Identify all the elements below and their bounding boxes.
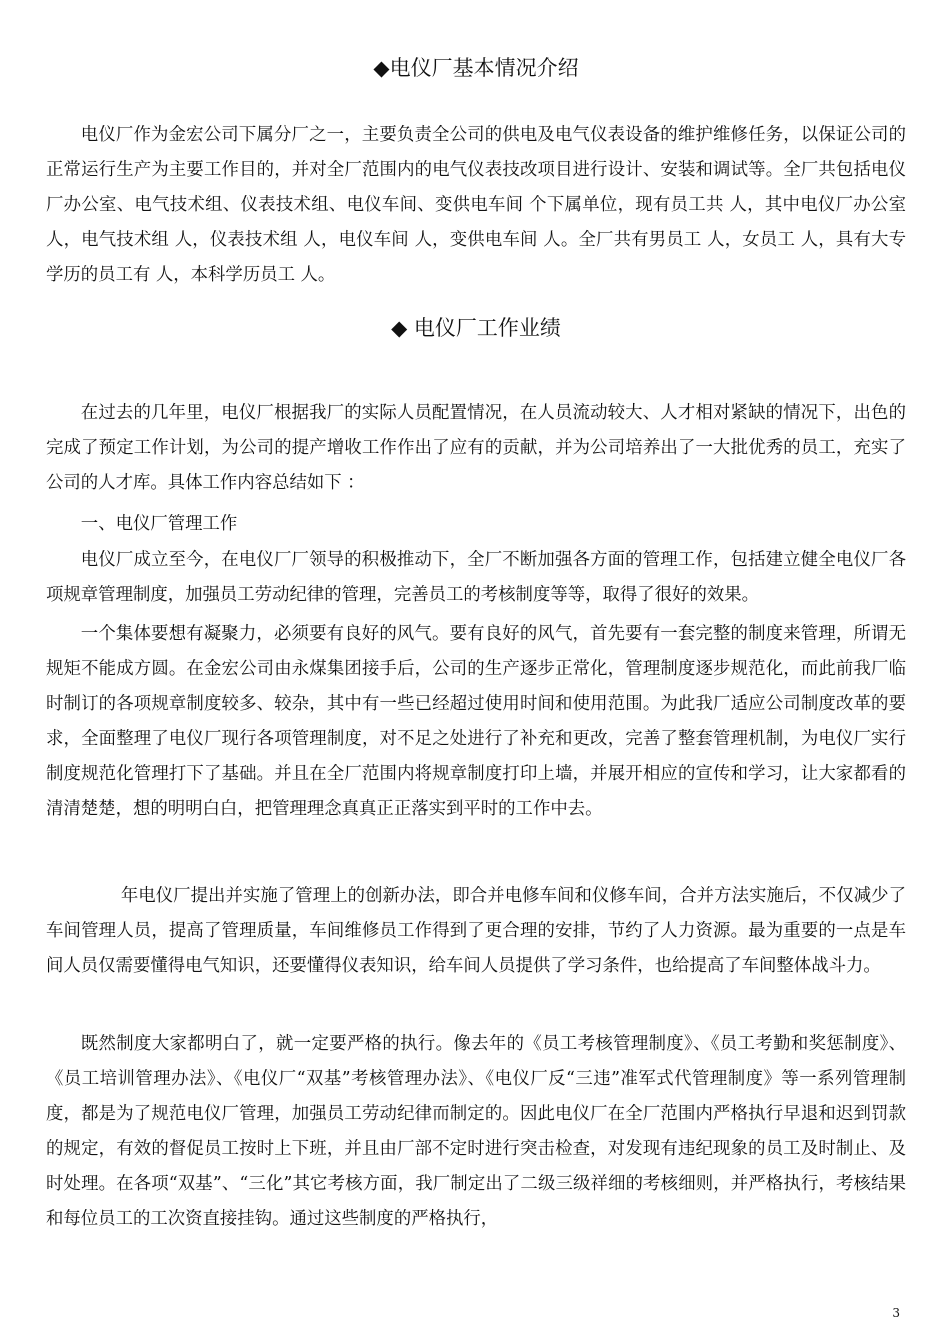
section-two-heading: ◆ 电仪厂工作业绩 [391,316,561,340]
document-page [46,0,906,1344]
management-paragraph: 电仪厂成立至今，在电仪厂厂领导的积极推动下，全厂不断加强各方面的管理工作，包括建立健全电仪厂各项规章管理制度，加强员工劳动纪律的管理，完善员工的考核制度等等，取得了很好的效果。 [46,550,906,605]
past-years-paragraph: 在过去的几年里，电仪厂根据我厂的实际人员配置情况，在人员流动较大、人才相对紧缺的情况下，出色的完成了预定工作计划，为公司的提产增收工作作出了应有的贡献，并为公司培养出了一大批优秀的员工，充实了公司的人才库。具体工作内容总结如下 ： [46,403,906,493]
strict-execution-paragraph: 既然制度大家都明白了，就一定要严格的执行。像去年的《员工考核管理制度》、《员工考勤和奖惩制度》、《员工培训管理办法》、《电仪厂“双基”考核管理办法》、《电仪厂反“三违”准军式代管理制度》等一系列管理制度，都是为了规范电仪厂管理，加强员工劳动纪律而制定的。因此电仪厂在全厂范围内严格执行早退和迟到罚款的规定，有效的督促员工按时上下班，并且由厂部不定时进行突击检查，对发现有违纪现象的员工及时制止、及时处理。在各项“双基”、“三化”其它考核方面，我厂制定出了二级三级祥细的考核细则，并严格执行，考核结果和每位员工的工次资直接挂钩。通过这些制度的严格执行， [46,1034,906,1229]
section-one-heading: ◆电仪厂基本情况介绍 [373,56,579,80]
page-number: 3 [892,1306,900,1320]
subsection-one-heading: 一、电仪厂管理工作 [80,514,238,534]
collective-paragraph: 一个集体要想有凝聚力，必须要有良好的风气。要有良好的风气，首先要有一套完整的制度来管理，所谓无规矩不能成方圆。在金宏公司由永煤集团接手后，公司的生产逐步正常化，管理制度逐步规范化，而此前我厂临时制订的各项规章制度较多、较杂，其中有一些已经超过使用时间和使用范围。为此我厂适应公司制度改革的要求，全面整理了电仪厂现行各项管理制度，对不足之处进行了补充和更改，完善了整套管理机制，为电仪厂实行制度规范化管理打下了基础。并且在全厂范围内将规章制度打印上墙，并展开相应的宣传和学习，让大家都看的清清楚楚，想的明明白白，把管理理念真真正正落实到平时的工作中去。 [46,624,906,819]
innovation-paragraph: 年电仪厂提出并实施了管理上的创新办法，即合并电修车间和仪修车间，合并方法实施后，不仅减少了车间管理人员，提高了管理质量，车间维修员工作得到了更合理的安排，节约了人力资源。最为重要的一点是车间人员仅需要懂得电气知识，还要懂得仪表知识，给车间人员提供了学习条件，也给提高了车间整体战斗力。 [46,886,906,976]
intro-paragraph: 电仪厂作为金宏公司下属分厂之一，主要负责全公司的供电及电气仪表设备的维护维修任务，以保证公司的正常运行生产为主要工作目的，并对全厂范围内的电气仪表技改项目进行设计、安装和调试等。全厂共包括电仪厂办公室、电气技术组、仪表技术组、电仪车间、变供电车间 个下属单位，现有员工共 人，其中电仪厂办公室 人，电气技术组 人，仪表技术组 人，电仪车间 人，变供电车间 人。全厂共有男员工 人，女员工 人，具有大专学历的员工有 人，本科学历员工 人。 [46,125,906,285]
